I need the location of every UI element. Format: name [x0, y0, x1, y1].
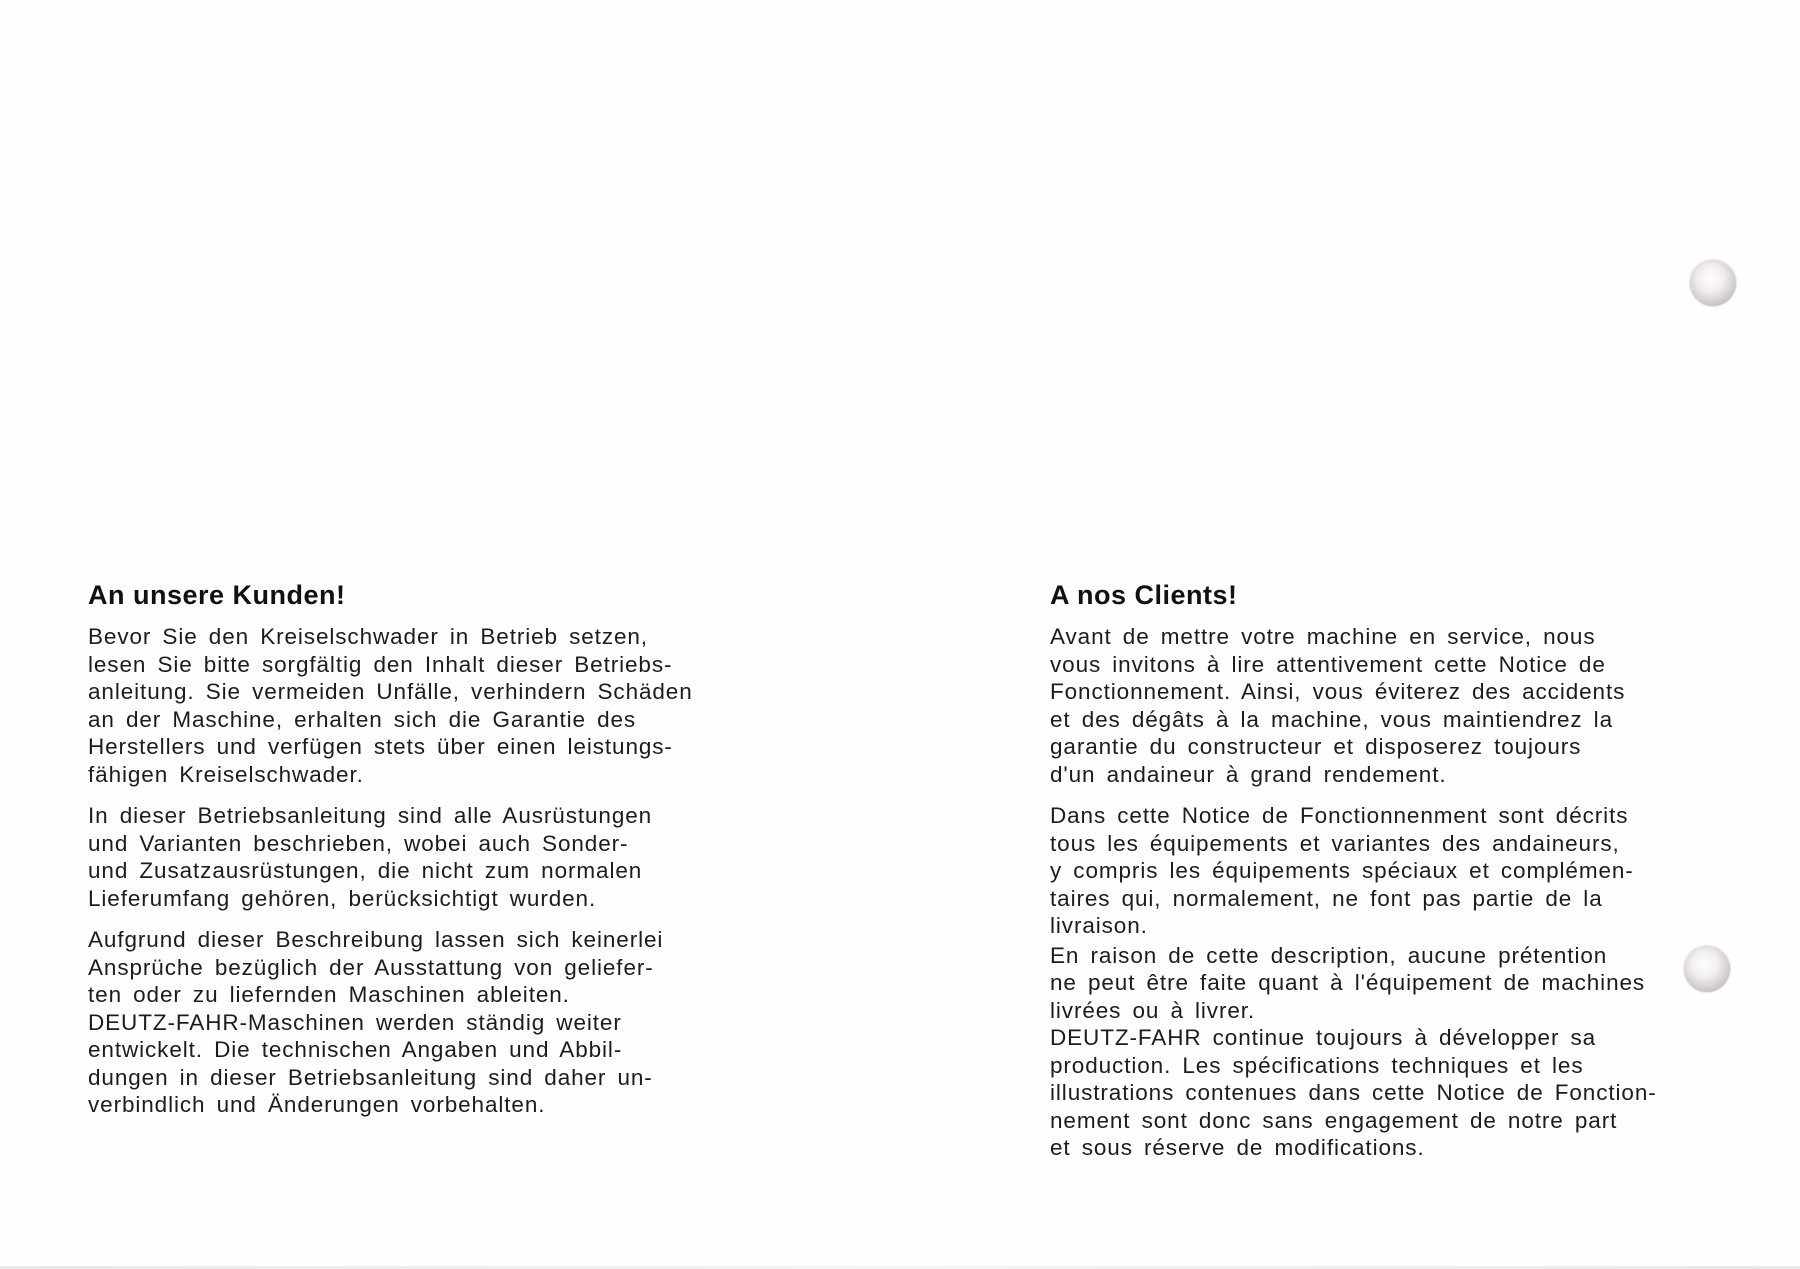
text-line: Bevor Sie den Kreiselschwader in Betrieb setzen,: [88, 624, 648, 649]
text-line: Herstellers und verfügen stets über einen leistungs-: [88, 734, 673, 759]
text-line: vous invitons à lire attentivement cette Notice de: [1050, 651, 1606, 677]
german-paragraph-1: [88, 623, 808, 788]
text-line: livraison.: [1050, 913, 1148, 938]
french-paragraph-3: [1050, 942, 1770, 1162]
text-line: In dieser Betriebsanleitung sind alle Ausrüstungen: [88, 803, 653, 828]
text-line: En raison de cette description, aucune prétention: [1050, 942, 1608, 968]
text-line: DEUTZ-FAHR continue toujours à développer sa: [1050, 1025, 1597, 1050]
punch-hole-top: [1690, 260, 1736, 306]
text-line: livrées ou à livrer.: [1050, 997, 1256, 1023]
text-line: nement sont donc sans engagement de notre part: [1050, 1107, 1618, 1133]
text-line: und Varianten beschrieben, wobei auch Sonder-: [88, 830, 629, 856]
german-paragraph-2: [88, 802, 808, 912]
text-line: entwickelt. Die technischen Angaben und Abbil-: [88, 1037, 623, 1062]
text-line: Fonctionnement. Ainsi, vous éviterez des accidents: [1050, 679, 1626, 704]
text-line: taires qui, normalement, ne font pas partie de la: [1050, 885, 1603, 911]
text-line: d'un andaineur à grand rendement.: [1050, 761, 1447, 787]
text-line: ten oder zu liefernden Maschinen ableiten.: [88, 982, 570, 1007]
german-paragraph-3: [88, 926, 808, 1119]
text-line: et des dégâts à la machine, vous maintiendrez la: [1050, 706, 1613, 732]
text-line: verbindlich und Änderungen vorbehalten.: [88, 1092, 546, 1117]
text-line: an der Maschine, erhalten sich die Garantie des: [88, 706, 637, 732]
text-line: und Zusatzausrüstungen, die nicht zum normalen: [88, 858, 643, 883]
german-heading: An unsere Kunden!: [88, 580, 346, 610]
text-line: Lieferumfang gehören, berücksichtigt wurden.: [88, 885, 597, 911]
text-line: anleitung. Sie vermeiden Unfälle, verhindern Schäden: [88, 679, 693, 704]
text-line: dungen in dieser Betriebsanleitung sind daher un-: [88, 1064, 653, 1090]
text-line: illustrations contenues dans cette Notice de Fonction-: [1050, 1080, 1657, 1105]
text-line: y compris les équipements spéciaux et complémen-: [1050, 858, 1634, 883]
text-line: et sous réserve de modifications.: [1050, 1135, 1425, 1160]
text-line: Dans cette Notice de Fonctionnenment sont décrits: [1050, 803, 1629, 828]
text-line: fähigen Kreiselschwader.: [88, 761, 364, 787]
french-section: [1050, 580, 1770, 1176]
text-line: Aufgrund dieser Beschreibung lassen sich keinerlei: [88, 927, 664, 952]
french-heading: A nos Clients!: [1050, 580, 1238, 610]
french-paragraph-2: [1050, 802, 1770, 940]
french-paragraph-1: [1050, 623, 1770, 788]
text-line: ne peut être faite quant à l'équipement de machines: [1050, 970, 1646, 995]
text-line: Ansprüche bezüglich der Ausstattung von geliefer-: [88, 954, 654, 980]
text-line: lesen Sie bitte sorgfältig den Inhalt dieser Betriebs-: [88, 651, 673, 677]
text-line: Avant de mettre votre machine en service, nous: [1050, 624, 1596, 649]
text-line: DEUTZ-FAHR-Maschinen werden ständig weiter: [88, 1009, 622, 1035]
german-section: [88, 580, 808, 1133]
text-line: tous les équipements et variantes des andaineurs,: [1050, 830, 1620, 856]
text-line: production. Les spécifications techniques et les: [1050, 1052, 1584, 1078]
text-line: garantie du constructeur et disposerez toujours: [1050, 734, 1582, 759]
